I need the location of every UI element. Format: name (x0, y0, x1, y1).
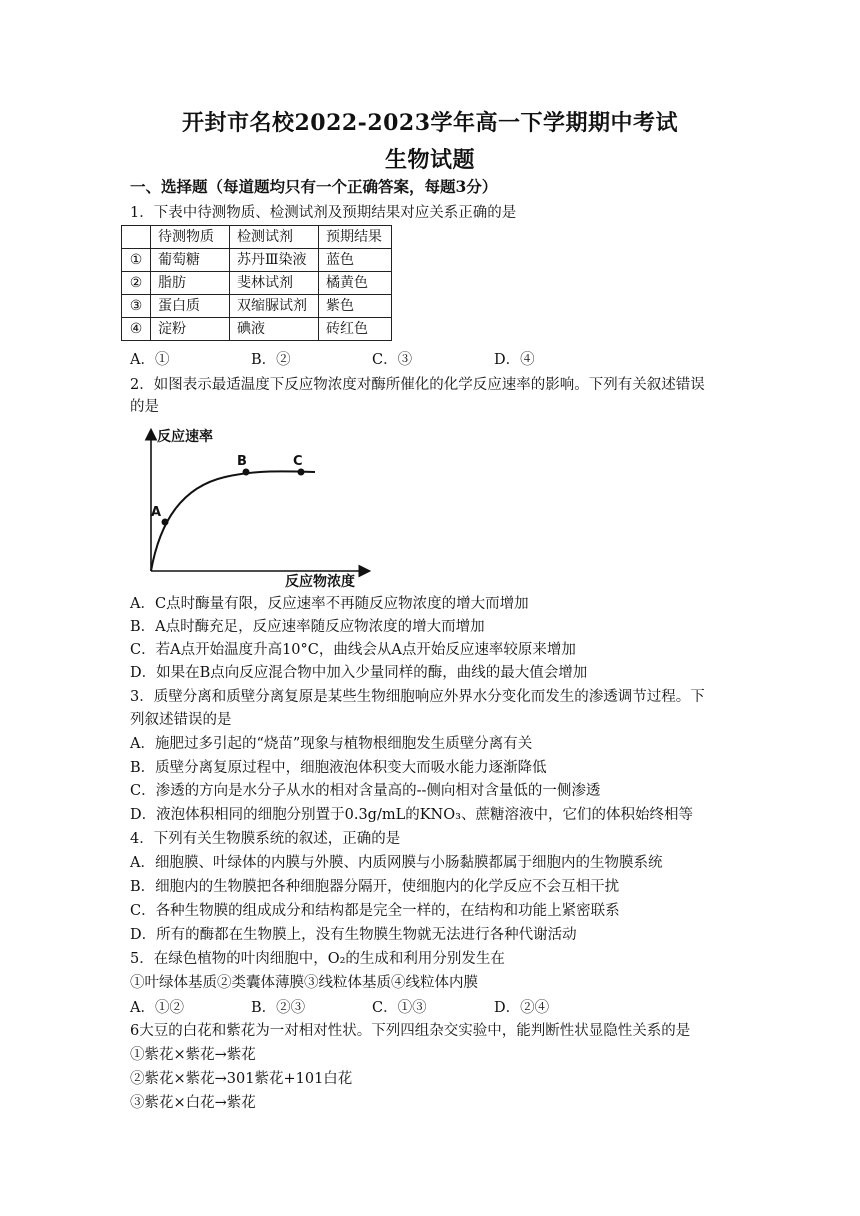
table-cell: 蓝色 (319, 249, 392, 272)
q2-option-c: C．若A点开始温度升高10°C，曲线会从A点开始反应速率较原来增加 (130, 642, 576, 658)
q2-stem-cont: 的是 (130, 399, 159, 415)
point-a-label: A (151, 505, 162, 520)
exam-title: 开封市名校2022-2023学年高一下学期期中考试 (181, 110, 679, 136)
table-cell: 蛋白质 (151, 295, 230, 318)
q5-option-a: A．①② (130, 1000, 184, 1016)
table-cell: 检测试剂 (230, 226, 319, 249)
q3-stem-cont: 列叙述错误的是 (130, 712, 232, 728)
y-axis-label: 反应速率 (157, 429, 213, 445)
q3-option-c: C．渗透的方向是水分子从水的相对含量高的--侧向相对含量低的一侧渗透 (130, 783, 601, 799)
table-cell: 预期结果 (319, 226, 392, 249)
q6-item-3: ③紫花×白花→紫花 (130, 1095, 256, 1111)
q2-option-d: D．如果在B点向反应混合物中加入少量同样的酶，曲线的最大值会增加 (130, 665, 588, 681)
q1-option-d: D．④ (494, 352, 535, 368)
rate-curve (151, 471, 315, 571)
table-row (122, 272, 392, 295)
table-cell: 砖红色 (319, 318, 392, 341)
point-a-marker (162, 519, 169, 526)
q5-option-d: D．②④ (494, 1000, 550, 1016)
table-cell: 橘黄色 (319, 272, 392, 295)
table-cell: 脂肪 (151, 272, 230, 295)
table-cell: 淀粉 (151, 318, 230, 341)
q4-stem: 4．下列有关生物膜系统的叙述，正确的是 (130, 831, 401, 847)
q3-option-b: B．质壁分离复原过程中，细胞液泡体积变大而吸水能力逐渐降低 (130, 760, 547, 776)
table-cell: 碘液 (230, 318, 319, 341)
q6-item-1: ①紫花×紫花→紫花 (130, 1047, 256, 1063)
table-cell: ③ (122, 295, 151, 318)
q5-option-c: C．①③ (372, 1000, 427, 1016)
q3-option-d: D．液泡体积相同的细胞分别置于0.3g/mL的KNO₃、蔗糖溶液中，它们的体积始终相等 (130, 807, 693, 823)
table-cell: ② (122, 272, 151, 295)
table-cell: ① (122, 249, 151, 272)
table-row (122, 318, 392, 341)
q2-option-b: B．A点时酶充足，反应速率随反应物浓度的增大而增加 (130, 619, 485, 635)
q5-choices: ①叶绿体基质②类囊体薄膜③线粒体基质④线粒体内膜 (130, 975, 478, 991)
q5-option-b: B．②③ (251, 1000, 306, 1016)
point-c-label: C (293, 454, 303, 469)
table-cell: 紫色 (319, 295, 392, 318)
q3-stem: 3．质壁分离和质壁分离复原是某些生物细胞响应外界水分变化而发生的渗透调节过程。下 (130, 689, 705, 705)
x-axis-label: 反应物浓度 (285, 574, 355, 590)
q1-option-b: B．② (251, 352, 291, 368)
table-row (122, 249, 392, 272)
section-heading: 一、选择题（每道题均只有一个正确答案，每题3分） (130, 177, 498, 196)
q4-option-b: B．细胞内的生物膜把各种细胞器分隔开，使细胞内的化学反应不会互相干扰 (130, 879, 620, 895)
point-b-marker (243, 469, 250, 476)
table-cell: 待测物质 (151, 226, 230, 249)
q4-option-a: A．细胞膜、叶绿体的内膜与外膜、内质网膜与小肠黏膜都属于细胞内的生物膜系统 (130, 855, 663, 871)
table-header-row (122, 226, 392, 249)
q6-item-2: ②紫花×紫花→301紫花+101白花 (130, 1071, 353, 1087)
table-cell (122, 226, 151, 249)
table-cell: 双缩脲试剂 (230, 295, 319, 318)
q6-stem: 6大豆的白花和紫花为一对相对性状。下列四组杂交实验中，能判断性状显隐性关系的是 (130, 1023, 691, 1039)
enzyme-rate-diagram (130, 425, 380, 590)
q3-option-a: A．施肥过多引起的“烧苗”现象与植物根细胞发生质壁分离有关 (130, 736, 533, 752)
q1-option-a: A．① (130, 352, 170, 368)
table-row (122, 295, 392, 318)
q1-table (121, 225, 392, 341)
q2-stem: 2．如图表示最适温度下反应物浓度对酶所催化的化学反应速率的影响。下列有关叙述错误 (130, 377, 705, 393)
q1-stem: 1．下表中待测物质、检测试剂及预期结果对应关系正确的是 (130, 205, 517, 221)
q4-option-c: C．各种生物膜的组成成分和结构都是完全一样的，在结构和功能上紧密联系 (130, 903, 620, 919)
table-cell: 葡萄糖 (151, 249, 230, 272)
table-cell: 斐林试剂 (230, 272, 319, 295)
point-c-marker (298, 469, 305, 476)
q2-option-a: A．C点时酶量有限，反应速率不再随反应物浓度的增大而增加 (130, 596, 529, 612)
point-b-label: B (237, 454, 247, 469)
q5-stem: 5．在绿色植物的叶肉细胞中，O₂的生成和利用分别发生在 (130, 951, 505, 967)
table-cell: ④ (122, 318, 151, 341)
q4-option-d: D．所有的酶都在生物膜上，没有生物膜生物就无法进行各种代谢活动 (130, 927, 577, 943)
exam-subject-title: 生物试题 (384, 147, 475, 173)
q1-option-c: C．③ (372, 352, 413, 368)
table-cell: 苏丹Ⅲ染液 (230, 249, 319, 272)
